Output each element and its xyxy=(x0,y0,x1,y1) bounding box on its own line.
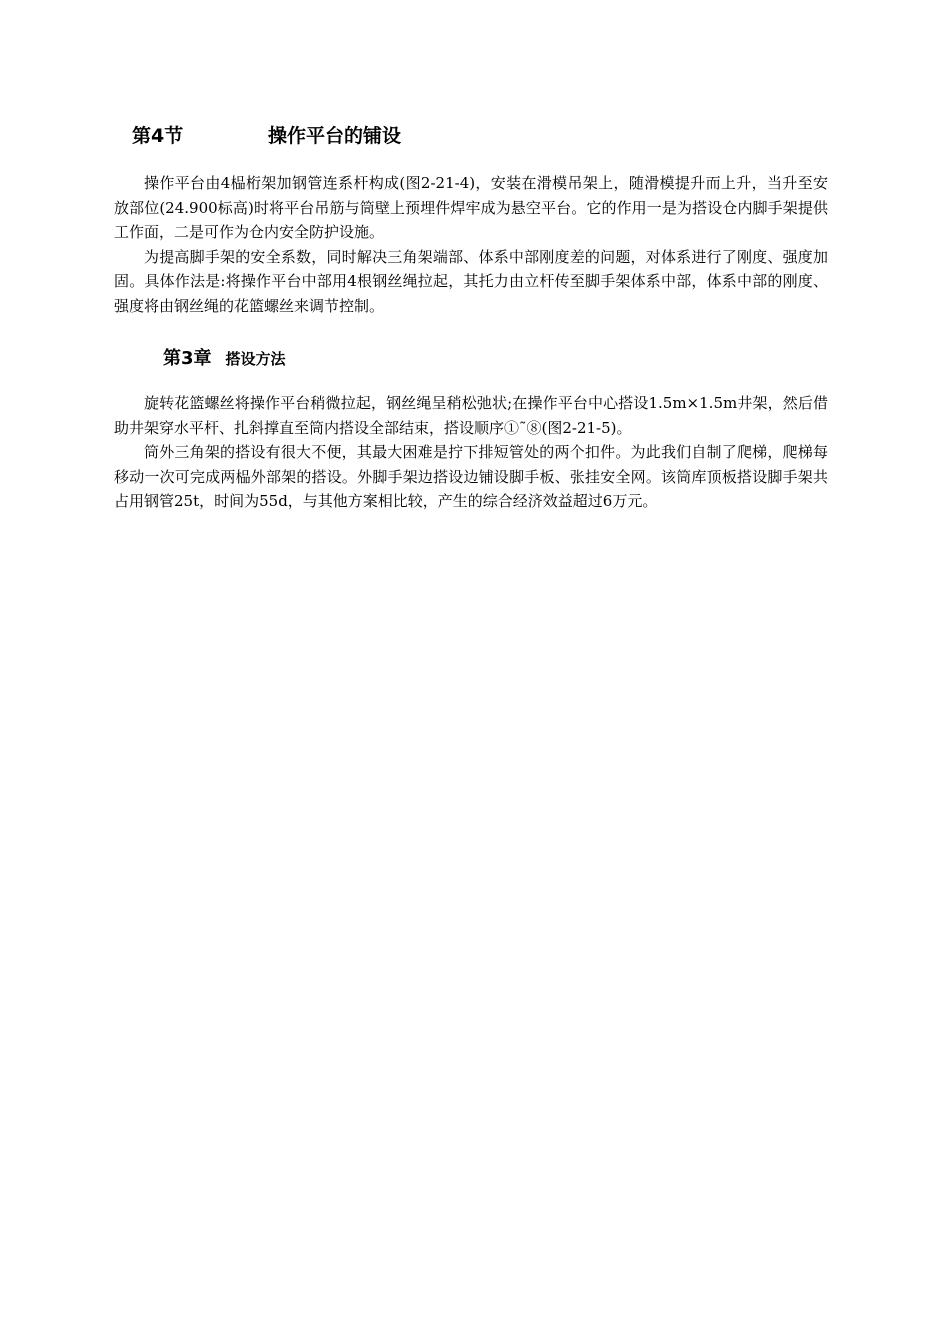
section-title: 操作平台的铺设 xyxy=(268,125,402,147)
paragraph: 筒外三角架的搭设有很大不便，其最大困难是拧下排短管处的两个扣件。为此我们自制了爬梯，爬梯每移动一次可完成两榀外部架的搭设。外脚手架边搭设边铺设脚手板、张挂安全网。该筒库顶板搭设脚手架共占用钢管25t，时间为55d，与其他方案相比较，产生的综合经济效益超过6万元。 xyxy=(114,443,828,510)
chapter-number: 第3章 xyxy=(163,348,212,369)
section-body xyxy=(114,171,828,318)
chapter-heading xyxy=(163,342,286,373)
section-heading xyxy=(132,122,401,150)
chapter-title: 搭设方法 xyxy=(225,350,286,368)
paragraph: 操作平台由4榀桁架加钢管连系杆构成(图2-21-4)，安装在滑模吊架上，随滑模提升而上升，当升至安放部位(24.900标高)时将平台吊筋与筒壁上预埋件焊牢成为悬空平台。它的作用一是为搭设仓内脚手架提供工作面，二是可作为仓内安全防护设施。 xyxy=(114,174,828,241)
paragraph: 为提高脚手架的安全系数，同时解决三角架端部、体系中部刚度差的问题，对体系进行了刚度、强度加固。具体作法是:将操作平台中部用4根钢丝绳拉起，其托力由立杆传至脚手架体系中部，体系中部的刚度、强度将由钢丝绳的花篮螺丝来调节控制。 xyxy=(114,247,828,315)
section-number: 第4节 xyxy=(132,125,184,147)
chapter-body xyxy=(114,391,828,514)
paragraph: 旋转花篮螺丝将操作平台稍微拉起，钢丝绳呈稍松弛状;在操作平台中心搭设1.5m×1.5m井架，然后借助井架穿水平杆、扎斜撑直至筒内搭设全部结束，搭设顺序①˜⑧(图2-21-5)。 xyxy=(114,394,828,437)
